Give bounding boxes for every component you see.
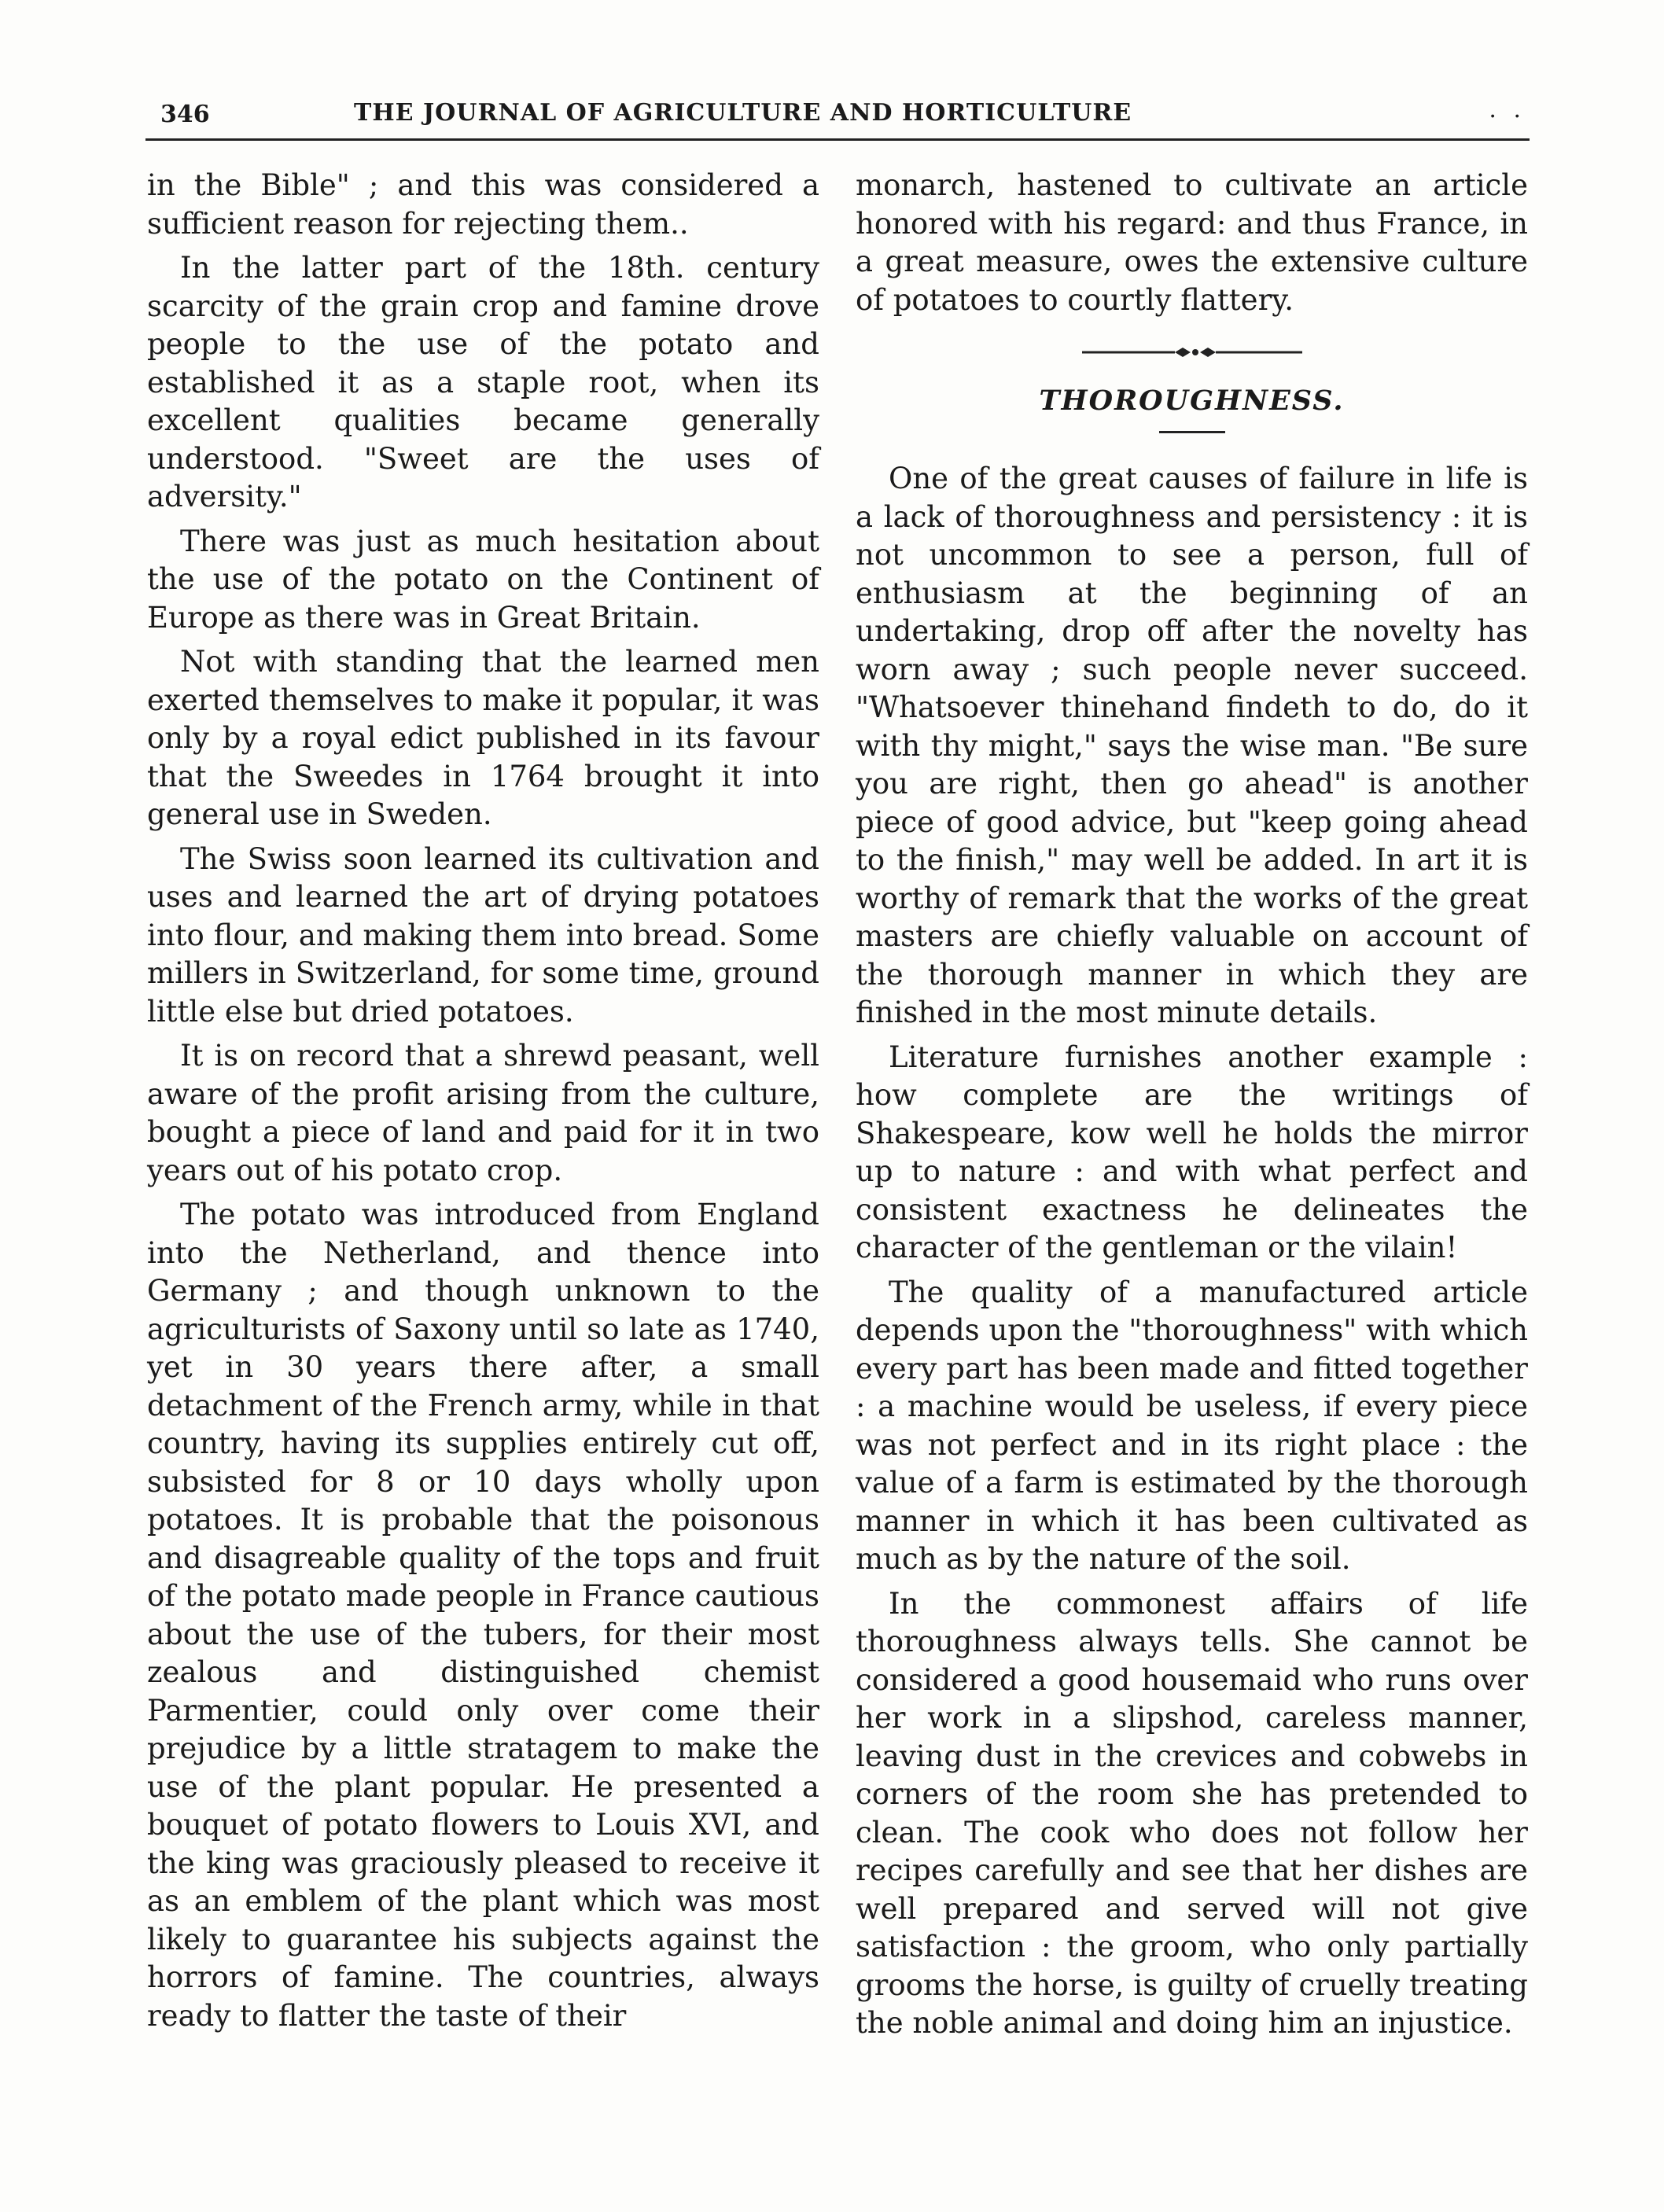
ornament-divider-icon (1082, 344, 1302, 360)
paragraph: in the Bible" ; and this was considered a sufficient reason for rejecting them.. (147, 168, 819, 241)
right-column (856, 167, 1528, 2049)
paragraph: There was just as much hesitation about the use of the potato on the Continent of Europe as there was in Great Britain. (147, 524, 819, 635)
paragraph: In the commonest affairs of life thoroughness always tells. She cannot be considered a good housemaid who runs over her work in a slipshod, careless manner, leaving dust in the crevices and cobwebs in corners of the room she has pretended to clean. The cook who does not follow her recipes carefully and see that her dishes are well prepared and served will not give satisfaction : the groom, who only partially grooms the horse, is guilty of cruelly treating the noble animal and doing him an injustice. (856, 1586, 1528, 2040)
title-rule (1159, 431, 1225, 433)
section-title: THOROUGHNESS. (1039, 385, 1345, 417)
page-header (149, 93, 1526, 140)
paragraph: Not with standing that the learned men exerted themselves to make it popular, it was only by a royal edict published in its favour that the Sweedes in 1764 brought it into general use in Sweden. (147, 645, 819, 831)
left-column (147, 167, 819, 2041)
paragraph: One of the great causes of failure in life is a lack of thoroughness and persistency : it is not uncommon to see a person, full of enthusiasm at the beginning of an undertaking, drop off after the novelty has worn away ; such people never succeed. "Whatsoever thinehand findeth to do, do it with thy might," says the wise man. "Be sure you are right, then go ahead" is another piece of good advice, but "keep going ahead to the finish," may well be added. In art it is worthy of remark that the works of the great masters are chiefly valuable on account of the thorough manner in which they are finished in the most minute details. (856, 462, 1528, 1029)
paragraph: The quality of a manufactured article depends upon the "thoroughness" with which every part has been made and fitted together : a machine would be useless, if every piece was not perfect and in its right place : the value of a farm is estimated by the thorough manner in which it has been cultivated as much as by the nature of the soil. (856, 1275, 1528, 1576)
running-title: THE JOURNAL OF AGRICULTURE AND HORTICULTURE (354, 99, 1132, 127)
header-rule (145, 138, 1530, 141)
paragraph: In the latter part of the 18th. century scarcity of the grain crop and famine drove people to the use of the potato and established it as a staple root, when its excellent qualities became generally understood. "Sweet are the uses of adversity." (147, 251, 819, 513)
continuation-paragraph: monarch, hastened to cultivate an article honored with his regard: and thus France, in a great measure, owes the extensive culture of potatoes to courtly flattery. (856, 168, 1528, 317)
header-marks: . . (1489, 96, 1526, 123)
paragraph: The potato was introduced from England into the Netherland, and thence into Germany ; and though unknown to the agriculturists of Saxony until so late as 1740, yet in 30 years there after, a small detachment of the French army, while in that country, having its supplies entirely cut off, subsisted for 8 or 10 days wholly upon potatoes. It is probable that the poisonous and disagreable quality of the tops and fruit of the potato made people in France cautious about the use of the tubers, for their most zealous and distinguished chemist Parmentier, could only over come their prejudice by a little stratagem to make the use of the plant popular. He presented a bouquet of potato flowers to Louis XVI, and the king was graciously pleased to receive it as an emblem of the plant which was most likely to guarantee his subjects against the horrors of famine. The countries, always ready to flatter the taste of their (147, 1198, 819, 2033)
paragraph: The Swiss soon learned its cultivation and uses and learned the art of drying potatoes into flour, and making them into bread. Some millers in Switzerland, for some time, ground little else but dried potatoes. (147, 841, 819, 1029)
section-ornament (856, 333, 1528, 379)
paragraph: Literature furnishes another example : how complete are the writings of Shakespeare, kow well he holds the mirror up to nature : and with what perfect and consistent exactness he delineates the character of the gentleman or the vilain! (856, 1040, 1528, 1264)
page-number: 346 (160, 101, 210, 128)
paragraph: It is on record that a shrewd peasant, well aware of the profit arising from the culture, bought a piece of land and paid for it in two years out of his potato crop. (147, 1039, 819, 1187)
